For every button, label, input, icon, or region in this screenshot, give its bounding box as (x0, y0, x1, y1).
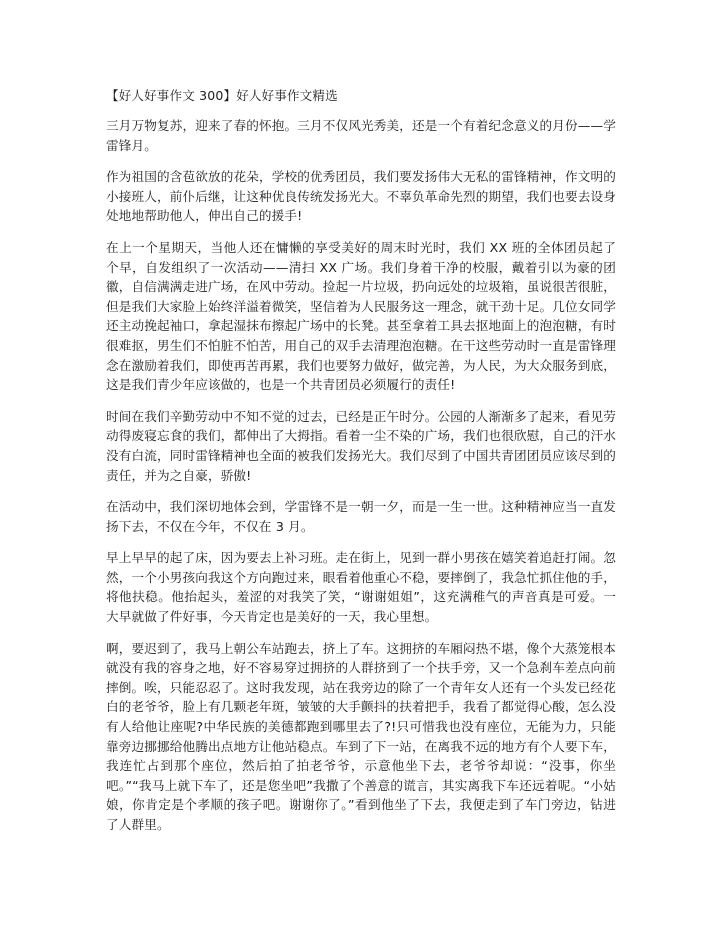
article-title: 【好人好事作文 300】好人好事作文精选 (106, 88, 338, 103)
paragraph-3: 在上一个星期天，当他人还在慵懒的享受美好的周末时光时，我们 XX 班的全体团员起了个早，自发组织了一次活动——清扫 XX 广场。我们身着干净的校服，戴着引以为豪的团徽，自信满满走进广场，在风中劳动。捡起一片垃圾，扔向远处的垃圾箱，虽说很苦很脏，但是我们大家脸上始终洋溢着微笑，坚信着为人民服务这一理念，就干劲十足。几位女同学还主动挽起袖口，拿起湿抹布擦起广场中的长凳。甚至拿着工具去抠地面上的泡泡糖，有时很难抠，男生们不怕脏不怕苦，用自己的双手去清理泡泡糖。在干这些劳动时一直是雷锋理念在激励着我们，即使再苦再累，我们也要努力做好，做完善，为人民，为大众服务到底，这是我们青少年应该做的，也是一个共青团员必须履行的责任! (106, 239, 616, 393)
paragraph-6: 早上早早的起了床，因为要去上补习班。走在街上，见到一群小男孩在嬉笑着追赶打闹。忽然，一个小男孩向我这个方向跑过来，眼看着他重心不稳，要摔倒了，我急忙抓住他的手，将他扶稳。他抬起头，羞涩的对我笑了笑，“谢谢姐姐”，这充满稚气的声音真是可爱。一大早就做了件好事，今天肯定也是美好的一天，我心里想。 (106, 550, 616, 625)
article-body (106, 87, 616, 847)
paragraph-7: 啊，要迟到了，我马上朝公车站跑去，挤上了车。这拥挤的车厢闷热不堪，像个大蒸笼根本就没有我的容身之地，好不容易穿过拥挤的人群挤到了一个扶手旁，又一个急刹车差点向前摔倒。唉，只能忍忍了。这时我发现，站在我旁边的除了一个青年女人还有一个头发已经花白的老爷爷，脸上有几颗老年斑，皱皱的大手颤抖的扶着把手，我看了都觉得心酸，怎么没有人给他让座呢?中华民族的美德都跑到哪里去了?!只可惜我也没有座位，无能为力，只能靠旁边挪挪给他腾出点地方让他站稳点。车到了下一站，在离我不远的地方有个人要下车，我连忙占到那个座位，然后拍了拍老爷爷，示意他坐下去，老爷爷却说：“没事，你坐吧。”“我马上就下车了，还是您坐吧”我撒了个善意的谎言，其实离我下车还远着呢。“小姑娘，你肯定是个孝顺的孩子吧。谢谢你了。”看到他坐了下去，我便走到了车门旁边，钻进了人群里。 (106, 640, 616, 832)
paragraph-2: 作为祖国的含苞欲放的花朵，学校的优秀团员，我们要发扬伟大无私的雷锋精神，作文明的小接班人，前仆后继，让这种优良传统发扬光大。不辜负革命先烈的期望，我们也要去设身处地地帮助他人，伸出自己的援手! (106, 169, 616, 224)
paragraph-1: 三月万物复苏，迎来了春的怀抱。三月不仅风光秀美，还是一个有着纪念意义的月份——学雷锋月。 (106, 118, 616, 153)
paragraph-4: 时间在我们辛勤劳动中不知不觉的过去，已经是正午时分。公园的人渐渐多了起来，看见劳动得废寝忘食的我们，都伸出了大拇指。看着一尘不染的广场，我们也很欣慰，自己的汗水没有白流，同时雷锋精神也全面的被我们发扬光大。我们尽到了中国共青团团员应该尽到的责任，并为之自豪，骄傲! (106, 408, 616, 483)
paragraph-5: 在活动中，我们深切地体会到，学雷锋不是一朝一夕，而是一生一世。这种精神应当一直发扬下去，不仅在今年，不仅在 3 月。 (106, 499, 616, 534)
